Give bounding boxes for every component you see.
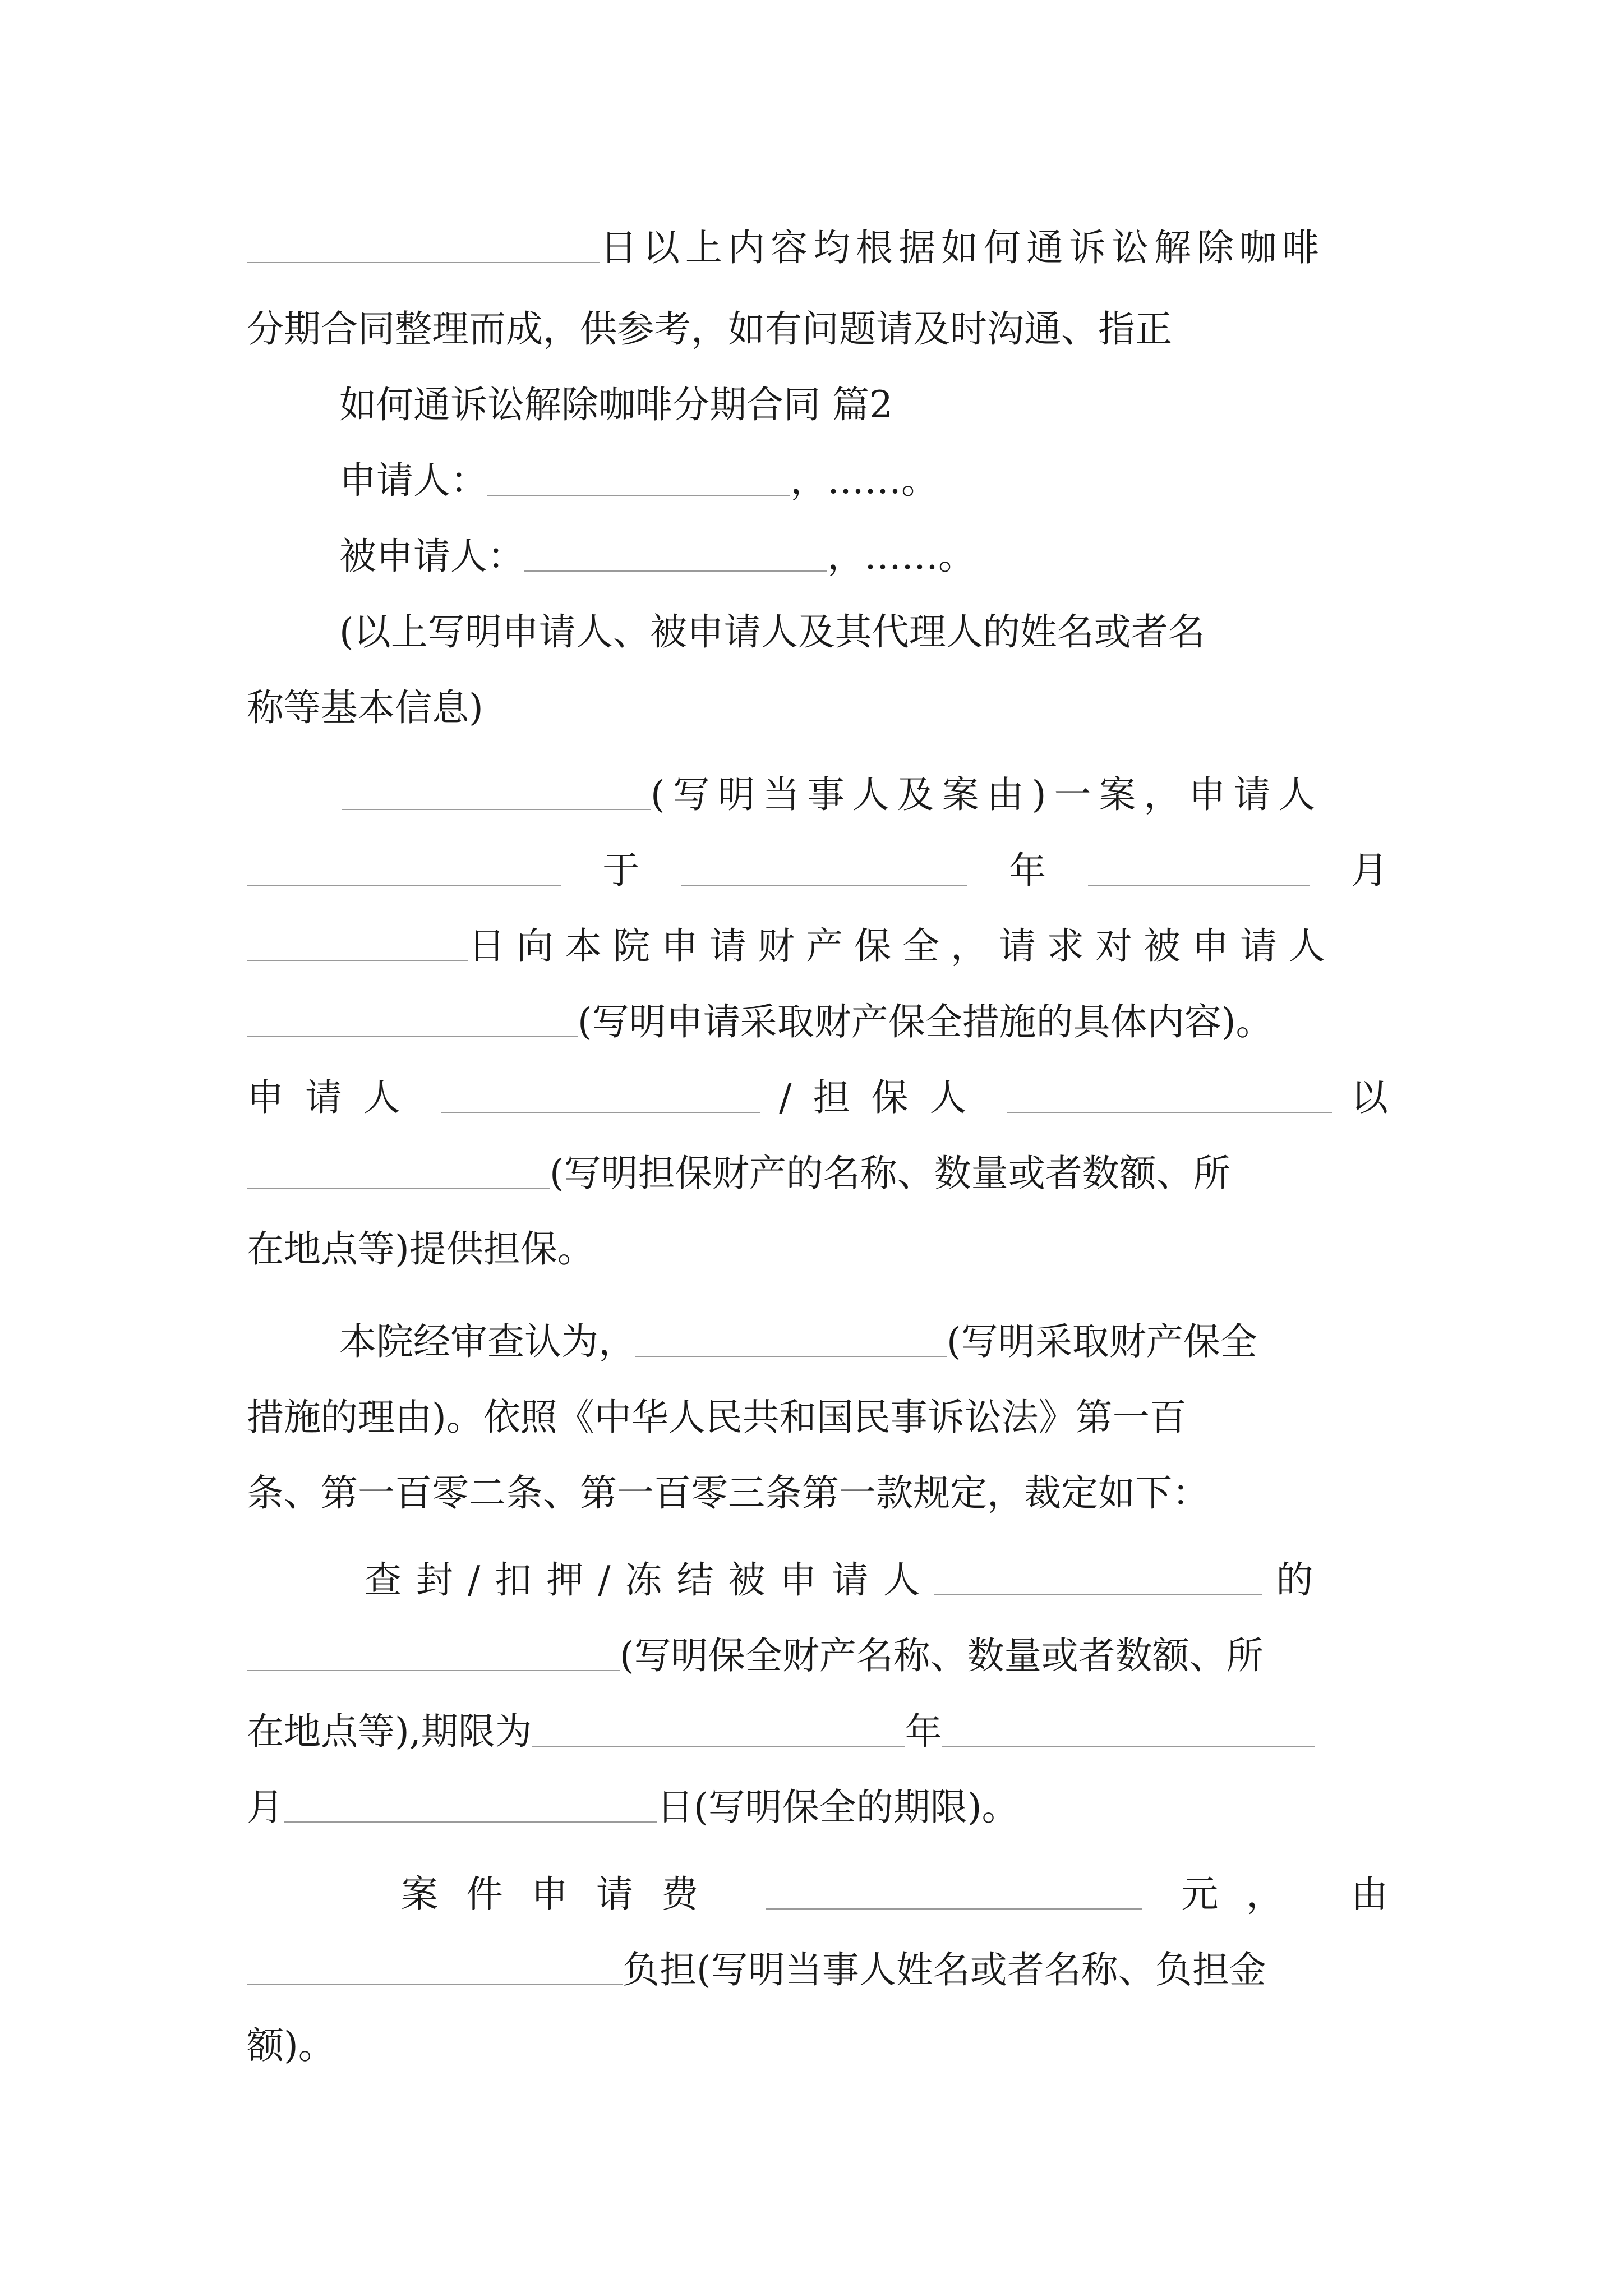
text-yi: 以 [1351, 1076, 1388, 1119]
line-16 [247, 1386, 1187, 1439]
term-month-blank [942, 1741, 1315, 1747]
line-5 [339, 524, 975, 578]
fill-blank [247, 257, 600, 263]
year-blank [681, 880, 967, 886]
term-day-blank [284, 1817, 657, 1823]
paragraph-text: 分期合同整理而成，供参考，如有问题请及时沟通、指正 [247, 307, 1172, 351]
line-10 [247, 914, 1336, 968]
paragraph-text: 额)。 [247, 2024, 335, 2067]
respondent-label: 被申请人： [339, 535, 524, 578]
paragraph-text: 在地点等),期限为 [247, 1710, 532, 1753]
paragraph-text: 查封/扣押/冻结被申请人 [365, 1558, 935, 1602]
paragraph-text: 案件申请费 [401, 1872, 726, 1916]
line-20 [247, 1700, 1315, 1753]
payer-blank [247, 1980, 623, 1985]
term-year-blank [532, 1741, 905, 1747]
paragraph-text: (以上写明申请人、被申请人及其代理人的姓名或者名 [339, 610, 1205, 654]
guarantor-blank [1007, 1107, 1332, 1113]
paragraph-text: 日以上内容均根据如何通诉讼解除咖啡 [600, 226, 1325, 269]
line-24 [247, 2014, 335, 2067]
line-13 [247, 1142, 1230, 1195]
paragraph-text: 元， [1181, 1872, 1312, 1916]
paragraph-text: 日向本院申请财产保全，请求对被申请人 [468, 924, 1336, 968]
paragraph-text: (写明担保财产的名称、数量或者数额、所 [550, 1152, 1230, 1195]
day-blank [247, 956, 468, 961]
paragraph-text: 由 [1350, 1872, 1388, 1916]
paragraph-text: 月 [247, 1786, 284, 1829]
property-blank [247, 1183, 550, 1189]
line-11 [247, 990, 1273, 1041]
text-year: 年 [1009, 849, 1046, 892]
line-2 [247, 297, 1172, 351]
paragraph-text: 条、第一百零二条、第一百零三条第一款规定，裁定如下： [247, 1471, 1209, 1515]
case-blank [342, 804, 651, 810]
applicant-label: 申请人： [339, 459, 487, 502]
text-applicant: 申请人 [247, 1076, 422, 1119]
text-yu: 于 [602, 849, 640, 892]
line-17 [247, 1461, 1209, 1515]
paragraph-text: 年 [905, 1710, 942, 1753]
line-15 [339, 1310, 1257, 1363]
month-blank [1088, 880, 1310, 886]
line-19 [247, 1624, 1264, 1677]
paragraph-text: 在地点等)提供担保。 [247, 1227, 594, 1271]
paragraph-text: 本院经审查认为， [339, 1320, 635, 1363]
line-8 [342, 763, 1324, 816]
fee-blank [766, 1904, 1142, 1910]
section-heading: 如何通诉讼解除咖啡分期合同 篇2 [339, 383, 893, 426]
line-12 [247, 1066, 1388, 1119]
paragraph-text: 日(写明保全的期限)。 [657, 1786, 1019, 1829]
applicant-blank [487, 490, 790, 496]
property-blank [247, 1665, 620, 1671]
line-23 [247, 1938, 1266, 1989]
line-7 [247, 676, 483, 729]
line-1 [247, 216, 1325, 269]
paragraph-text: (写明采取财产保全 [947, 1320, 1257, 1363]
line-22 [401, 1862, 1388, 1916]
text-guarantor: /担保人 [779, 1076, 988, 1119]
paragraph-text: 负担(写明当事人姓名或者名称、负担金 [623, 1948, 1266, 1991]
line-21 [247, 1775, 1019, 1829]
text-month: 月 [1350, 849, 1388, 892]
line-3 [339, 373, 893, 424]
applicant-blank [247, 880, 561, 886]
applicant-blank [441, 1107, 760, 1113]
line-4 [339, 449, 938, 502]
paragraph-text: (写明当事人及案由)一案，申请人 [651, 773, 1324, 816]
line-14 [247, 1217, 594, 1271]
paragraph-text: ，……。 [790, 459, 938, 502]
paragraph-text: (写明申请采取财产保全措施的具体内容)。 [578, 1000, 1273, 1043]
paragraph-text: 称等基本信息) [247, 686, 483, 729]
paragraph-text: ，……。 [827, 535, 975, 578]
paragraph-text: 措施的理由)。依照《中华人民共和国民事诉讼法》第一百 [247, 1396, 1187, 1439]
reason-blank [635, 1351, 947, 1357]
paragraph-text: 的 [1276, 1558, 1313, 1602]
measures-blank [247, 1032, 578, 1037]
paragraph-text: (写明保全财产名称、数量或者数额、所 [620, 1634, 1264, 1677]
line-6 [339, 600, 1205, 654]
line-9 [247, 839, 1388, 892]
respondent-blank [934, 1590, 1262, 1595]
line-18 [365, 1548, 1313, 1602]
respondent-blank [524, 566, 827, 572]
